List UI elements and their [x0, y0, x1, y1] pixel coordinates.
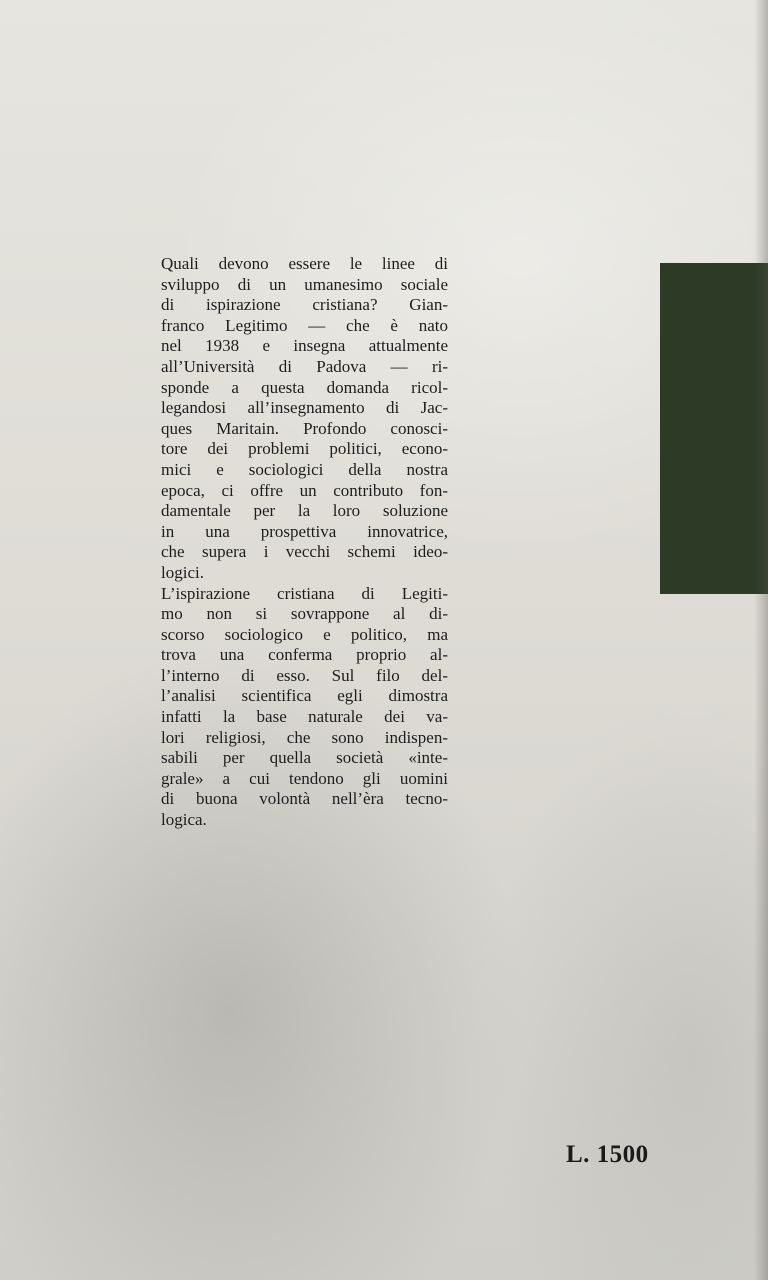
blurb-line: L’ispirazione cristiana di Legiti- — [161, 583, 448, 603]
blurb-line: lori religiosi, che sono indispen- — [161, 727, 448, 747]
blurb-line: sponde a questa domanda ricol- — [161, 377, 448, 397]
blurb-line: tore dei problemi politici, econo- — [161, 439, 448, 459]
blurb-line: che supera i vecchi schemi ideo- — [161, 542, 448, 562]
blurb-line: trova una conferma proprio al- — [161, 645, 448, 665]
blurb-line: ques Maritain. Profondo conosci- — [161, 418, 448, 438]
blurb-line: sviluppo di un umanesimo sociale — [161, 274, 448, 294]
blurb-line: scorso sociologico e politico, ma — [161, 624, 448, 644]
blurb-line: infatti la base naturale dei va- — [161, 707, 448, 727]
back-cover-blurb — [161, 254, 448, 831]
blurb-line: l’analisi scientifica egli dimostra — [161, 686, 448, 706]
blurb-line: mo non si sovrappone al di- — [161, 604, 448, 624]
blurb-line: damentale per la loro soluzione — [161, 501, 448, 521]
blurb-line: di ispirazione cristiana? Gian- — [161, 295, 448, 315]
blurb-line: grale» a cui tendono gli uomini — [161, 768, 448, 788]
blurb-line: sabili per quella società «inte- — [161, 748, 448, 768]
green-color-band — [660, 263, 768, 594]
blurb-line: epoca, ci offre un contributo fon- — [161, 480, 448, 500]
blurb-line: l’interno di esso. Sul filo del- — [161, 665, 448, 685]
blurb-line: logici. — [161, 562, 204, 582]
blurb-line: mici e sociologici della nostra — [161, 459, 448, 479]
blurb-line: Quali devono essere le linee di — [161, 254, 448, 273]
blurb-line: all’Università di Padova — ri- — [161, 356, 448, 376]
blurb-line: di buona volontà nell’èra tecno- — [161, 789, 448, 809]
blurb-line: franco Legitimo — che è nato — [161, 315, 448, 335]
blurb-line: legandosi all’insegnamento di Jac- — [161, 398, 448, 418]
blurb-line: logica. — [161, 810, 207, 830]
blurb-line: in una prospettiva innovatrice, — [161, 521, 448, 541]
price-label: L. 1500 — [566, 1141, 649, 1168]
blurb-line: nel 1938 e insegna attualmente — [161, 336, 448, 356]
